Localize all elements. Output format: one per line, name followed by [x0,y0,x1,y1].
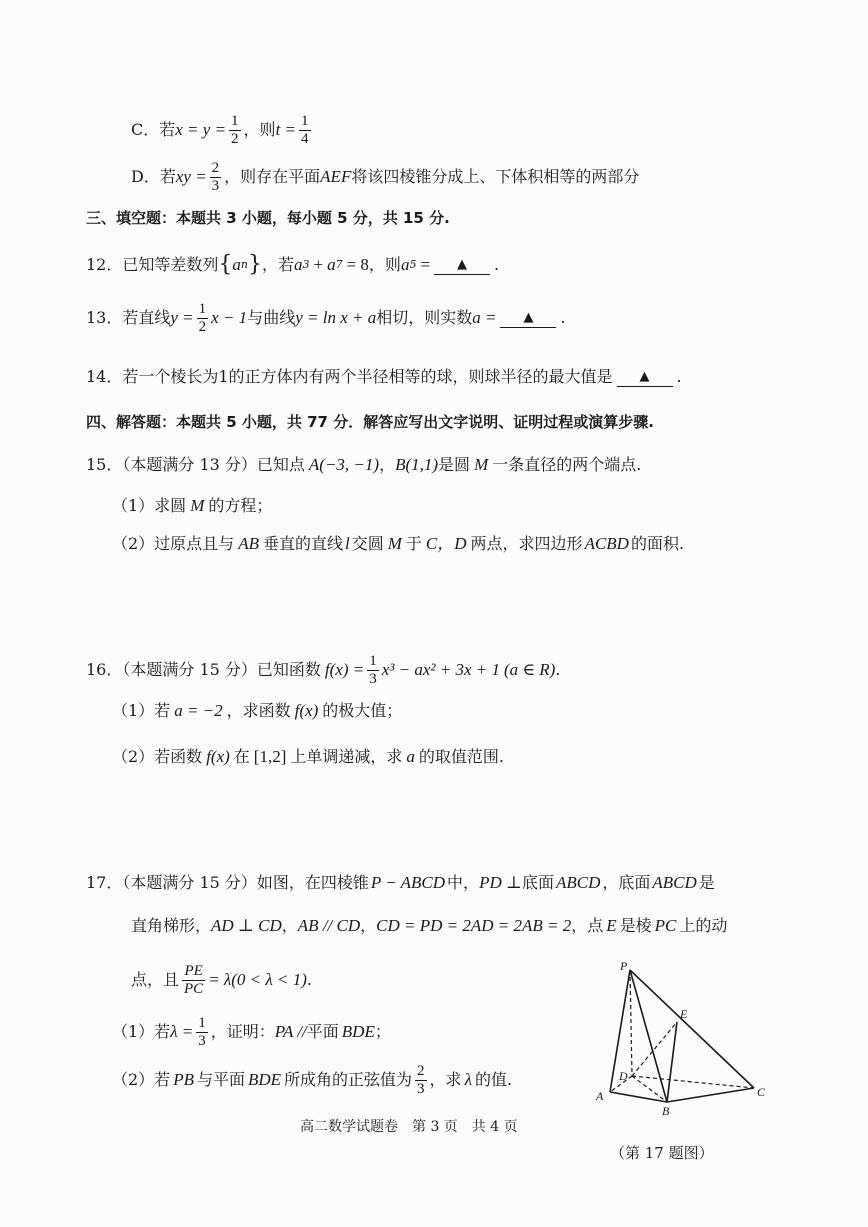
option-c-equation: x = y = [175,120,227,139]
q13-mid2: 相切，则实数 [376,308,473,327]
edge-db-hidden [632,1076,667,1102]
q16-end: . [555,660,561,679]
q13-intro: 13．若直线 [86,308,171,327]
plane-aef: AEF [320,167,352,186]
q17-h2: 中， [447,873,480,892]
q17-base: ABCD [555,873,601,892]
q17-l2-b: ，点 [571,916,604,935]
q17-p2-c: 所成角的正弦值为 [284,1070,413,1089]
question-17-head [86,871,715,895]
q17-l2-sep2: ， [360,916,377,935]
label-a: A [596,1089,604,1103]
q15-head-text: 15．（本题满分 13 分）已知点 [86,455,305,474]
q12-eq2: = [420,255,431,274]
q17-p2-d: ，求 [429,1070,462,1089]
q15-p2-d: 于 [405,534,422,553]
q16-p2-f: f(x) [206,747,230,766]
q17-p1-end: ； [374,1022,391,1041]
q13-end: . [560,308,566,327]
q15-p2-b: 垂直的直线 [262,534,343,553]
q15-p2-l: l [344,534,350,553]
q12-end: . [494,255,500,274]
q16-fx: f(x) = [324,660,365,679]
fraction-one-quarter: $\frac{1}{4}$ [301,112,309,147]
q12-seq: a [232,255,241,274]
q17-l2-a: 直角梯形， [131,916,212,935]
edge-de-hidden [632,1022,677,1076]
question-13 [86,298,566,338]
q13-line-rest: x − 1 [211,308,248,327]
option-c-label: C．若 [131,120,176,139]
option-d-equation: xy = [175,167,207,186]
label-e: E [680,1007,688,1021]
edge-pb [630,970,667,1102]
section-4-title: 四、解答题：本题共 5 小题，共 77 分．解答应写出文字说明、证明过程或演算步骤. [86,413,654,431]
section-3-title: 三、填空题：本题共 3 小题，每小题 5 分，共 15 分. [86,209,450,227]
edge-ab [610,1092,667,1102]
q16-p1-b: ，求函数 [226,701,291,720]
q15-point-a: A(−3, −1) [308,455,380,474]
q15-p1-a: （1）求圆 [112,496,187,515]
fraction-one-half: $\frac{1}{2}$ [198,300,207,335]
q17-p1-c: 平面 [306,1022,339,1041]
q15-sep: ， [379,455,396,474]
option-c [131,110,314,150]
q17-p2-a: （2）若 [112,1070,171,1089]
question-14 [86,365,682,389]
q15-p2-acbd: ACBD [584,534,629,553]
fraction-two-thirds: $\frac{2}{3}$ [211,159,220,194]
q17-l3-rest: = λ(0 < λ < 1) [208,970,307,989]
q17-p1-lam: λ = [170,1022,194,1041]
q15-point-b: B(1,1) [395,455,439,474]
question-17-part-1 [112,1012,391,1052]
q17-h3: 底面 [521,873,554,892]
q12-a3: a [293,255,303,274]
q17-p1-stmt: PA // [274,1022,307,1041]
q17-p2-e: 的值. [474,1070,513,1089]
q17-l2-eq: CD = PD = 2AD = 2AB = 2 [376,916,572,935]
question-16-part-1 [112,699,402,723]
q16-p2-d: 的取值范围. [418,747,504,766]
q15-p2-m: M [387,534,402,553]
fraction-pe-over-pc: $\frac{PE}{PC}$ [184,962,204,997]
q17-l2-perp: AD ⊥ CD [211,916,282,935]
edge-dc-hidden [632,1076,754,1088]
q15-p2-f: 的面积. [630,534,685,553]
option-d-text: ，则存在平面 [224,167,321,186]
q17-p2-b: 与平面 [196,1070,245,1089]
q17-l3-a: 点，且 [131,970,180,989]
q16-poly: x³ − ax² + 3x + 1 [381,660,500,679]
q14-text: 14．若一个棱长为1的正方体内有两个半径相等的球，则球半径的最大值是 [86,367,613,386]
q15-rest2: 一条直径的两个端点. [492,455,642,474]
edge-pd-hidden [630,970,632,1076]
q12-mid: ，若 [261,255,294,274]
q12-a3-sub: 3 [302,258,310,271]
q12-a5: a [400,255,410,274]
question-15-part-1 [112,494,272,518]
q15-p2-ab: AB [238,534,259,553]
edge-pc [630,970,754,1088]
pyramid-figure [592,958,772,1116]
q14-end: . [676,367,682,386]
q16-p1-c: 的极大值； [322,701,403,720]
q17-p2-pb: PB [173,1070,194,1089]
fraction-one-third: $\frac{1}{3}$ [369,652,377,687]
question-12: 12．已知等差数列 { a n } ，若 a 3 + a 7 = 8 ，则 a 5 = ▲ . [86,252,500,277]
label-b: B [662,1104,670,1116]
fraction-two-thirds: $\frac{2}{3}$ [417,1062,425,1097]
edge-eb [667,1022,677,1102]
option-d-text-2: 将该四棱锥分成上、下体积相等的两部分 [351,167,640,186]
label-d: D [619,1069,628,1083]
figure-caption: （第 17 题图） [610,1144,714,1162]
question-15-part-2 [112,532,684,556]
q15-p2-cd: C，D [425,534,467,553]
q13-mid: 与曲线 [247,308,296,327]
q17-l2-d: 上的动 [679,916,728,935]
question-17-line-2 [131,914,727,938]
option-c-equation-t: t = [275,120,297,139]
question-17-part-2 [112,1060,512,1100]
q12-seq-sub: n [240,258,248,271]
q17-p1-plane: BDE [341,1022,375,1041]
q16-p2-a: （2）若函数 [112,747,203,766]
q17-head-text: 17．（本题满分 15 分）如图，在四棱锥 [86,873,369,892]
q16-p1-cond: a = −2 [174,701,223,720]
edge-bc [667,1088,754,1102]
q17-perp: PD ⊥ [479,873,522,892]
q13-y: y = [170,308,194,327]
q17-base2: ABCD [652,873,697,892]
answer-blank-14[interactable]: ▲ [617,368,673,387]
fraction-one-half: $\frac{1}{2}$ [231,112,239,147]
q15-p2-e: 两点，求四边形 [470,534,583,553]
q16-p1-f: f(x) [294,701,319,720]
q12-a7-sub: 7 [335,258,343,271]
fraction-one-third: $\frac{1}{3}$ [198,1014,206,1049]
q12-a5-sub: 5 [409,258,417,271]
q12-eq: = 8 [346,255,369,274]
q17-h5: 是 [698,873,715,892]
question-15-head [86,453,641,477]
page-footer: 高二数学试题卷 第 3 页 共 4 页 [300,1119,518,1135]
q12-a7: a [327,255,336,274]
q15-p1-m: M [190,496,205,515]
option-c-connector: ，则 [243,120,276,139]
q16-p2-c: 上单调递减，求 [290,747,403,766]
q17-l2-sep: ， [281,916,298,935]
q15-p2-a: （2）过原点且与 [112,534,235,553]
q17-p1-a: （1）若 [112,1022,171,1041]
q17-p2-lam: λ [464,1070,472,1089]
question-17-line-3 [131,958,312,1002]
q16-p1-a: （1）若 [112,701,171,720]
q16-p2-var: a [406,747,415,766]
q12-then: ，则 [368,255,401,274]
question-16-head [86,650,560,690]
option-d-label: D．若 [131,167,176,186]
answer-blank-12[interactable]: ▲ [434,256,490,275]
q16-p2-b: 在 [233,747,250,766]
q16-cond: (a ∈ R) [503,660,556,679]
q15-circle-m: M [474,455,489,474]
q17-p2-plane: BDE [247,1070,282,1089]
q17-l3-end: . [306,970,312,989]
q15-rest: 是圆 [438,455,471,474]
q17-l2-c: 是棱 [619,916,652,935]
label-p: P [620,959,628,973]
q17-l2-e: E [606,916,617,935]
q16-p2-interval: [1,2] [253,747,287,766]
q13-var: a = [472,308,497,327]
q17-l2-pc: PC [654,916,677,935]
q15-p2-c: 交圆 [351,534,384,553]
q17-p1-b: ，证明： [210,1022,275,1041]
option-d [131,157,639,197]
q13-curve: y = ln x + a [295,308,377,327]
q12-intro: 12．已知等差数列 [86,255,219,274]
label-c: C [757,1085,766,1099]
q15-p1-b: 的方程； [208,496,273,515]
question-16-part-2 [112,745,504,769]
q16-head-text: 16．（本题满分 15 分）已知函数 [86,660,321,679]
q17-pyramid: P − ABCD [370,873,446,892]
q17-l2-par: AB // CD [297,916,361,935]
q17-h4: ，底面 [602,873,651,892]
q12-plus: + [313,255,324,274]
answer-blank-13[interactable]: ▲ [500,309,556,328]
